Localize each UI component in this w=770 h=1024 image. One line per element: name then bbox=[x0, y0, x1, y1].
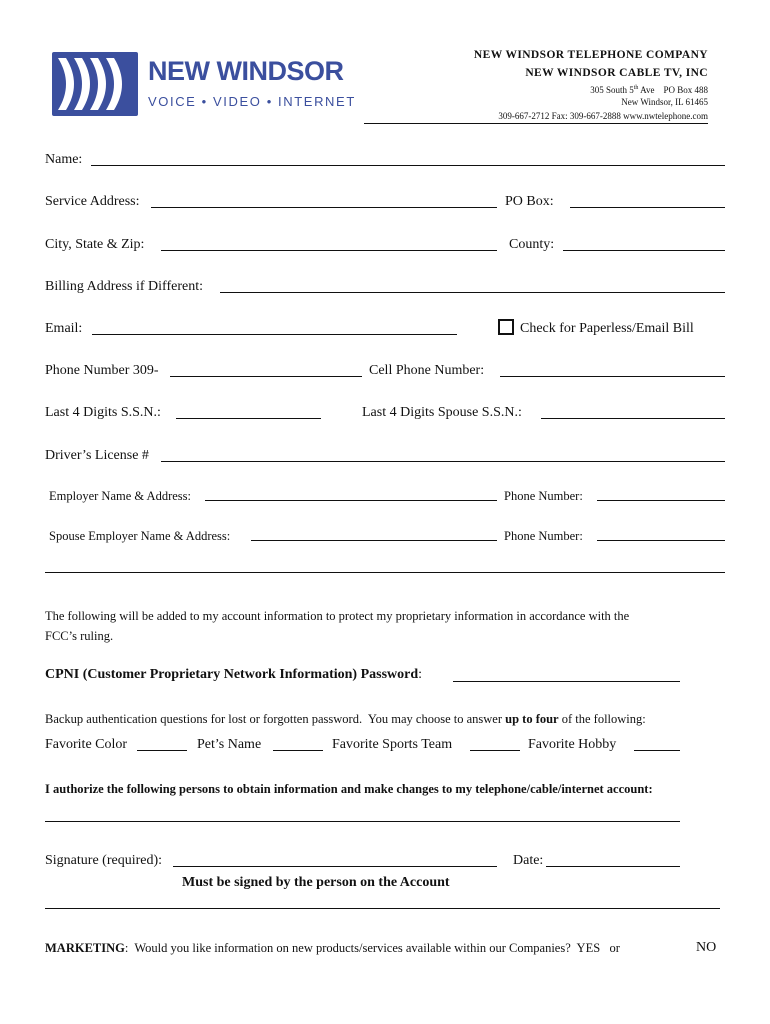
name-field[interactable] bbox=[91, 165, 725, 166]
favorite-team-label: Favorite Sports Team bbox=[332, 737, 453, 752]
employer-field[interactable] bbox=[205, 500, 497, 501]
marketing-no-option[interactable]: NO bbox=[696, 940, 717, 955]
cell-phone-label: Cell Phone Number: bbox=[369, 363, 485, 378]
billing-address-field[interactable] bbox=[220, 292, 725, 293]
name-label: Name: bbox=[45, 152, 83, 167]
company-city: New Windsor, IL 61465 bbox=[621, 97, 708, 107]
backup-instructions: Backup authentication questions for lost or forgotten password. You may choose to answer up to four of the following: bbox=[45, 712, 646, 726]
po-box-field[interactable] bbox=[570, 207, 725, 208]
employer-label: Employer Name & Address: bbox=[49, 489, 191, 503]
bottom-divider bbox=[45, 908, 720, 909]
date-field[interactable] bbox=[546, 866, 680, 867]
spouse-employer-phone-field[interactable] bbox=[597, 540, 725, 541]
city-state-zip-label: City, State & Zip: bbox=[45, 237, 145, 252]
spouse-ssn-field[interactable] bbox=[541, 418, 725, 419]
spouse-employer-label: Spouse Employer Name & Address: bbox=[49, 529, 231, 543]
cpni-password-field[interactable] bbox=[453, 681, 680, 682]
spouse-employer-field[interactable] bbox=[251, 540, 497, 541]
date-label: Date: bbox=[513, 853, 544, 868]
cpni-intro-line1: The following will be added to my account information to protect my proprietary information in accordance with the bbox=[45, 609, 630, 623]
company-logo bbox=[52, 52, 362, 116]
authorized-persons-field[interactable] bbox=[45, 821, 680, 822]
header-rule bbox=[364, 123, 708, 124]
county-label: County: bbox=[509, 237, 555, 252]
ssn-label: Last 4 Digits S.S.N.: bbox=[45, 405, 161, 420]
email-field[interactable] bbox=[92, 334, 457, 335]
company-contact: 309-667-2712 Fax: 309-667-2888 www.nwtelephone.com bbox=[498, 111, 708, 121]
pets-name-field[interactable] bbox=[273, 750, 323, 751]
marketing-question: MARKETING: Would you like information on new products/services available within our Companies? YES or bbox=[45, 941, 620, 955]
logo-mark bbox=[52, 52, 138, 116]
signature-field[interactable] bbox=[173, 866, 497, 867]
cpni-password-label: CPNI (Customer Proprietary Network Information) Password: bbox=[45, 667, 423, 682]
section-divider bbox=[45, 572, 725, 573]
paperless-checkbox[interactable] bbox=[498, 319, 514, 335]
ssn-field[interactable] bbox=[176, 418, 321, 419]
phone-label: Phone Number 309- bbox=[45, 363, 159, 378]
favorite-color-label: Favorite Color bbox=[45, 737, 128, 752]
pets-name-label: Pet’s Name bbox=[197, 737, 262, 752]
company-name-cable: NEW WINDSOR CABLE TV, INC bbox=[525, 67, 708, 79]
favorite-team-field[interactable] bbox=[470, 750, 520, 751]
cell-phone-field[interactable] bbox=[500, 376, 725, 377]
favorite-color-field[interactable] bbox=[137, 750, 187, 751]
favorite-hobby-field[interactable] bbox=[634, 750, 680, 751]
logo-name: NEW WINDSOR bbox=[148, 56, 344, 86]
paperless-label: Check for Paperless/Email Bill bbox=[520, 321, 694, 336]
service-address-label: Service Address: bbox=[45, 194, 140, 209]
cpni-intro-line2: FCC’s ruling. bbox=[45, 629, 114, 643]
favorite-hobby-label: Favorite Hobby bbox=[528, 737, 617, 752]
email-label: Email: bbox=[45, 321, 83, 336]
po-box-label: PO Box: bbox=[505, 194, 554, 209]
must-sign-note: Must be signed by the person on the Account bbox=[182, 875, 450, 890]
county-field[interactable] bbox=[563, 250, 725, 251]
billing-address-label: Billing Address if Different: bbox=[45, 279, 203, 294]
drivers-license-field[interactable] bbox=[161, 461, 725, 462]
phone-field[interactable] bbox=[170, 376, 362, 377]
employer-phone-label: Phone Number: bbox=[504, 489, 583, 503]
logo-tagline: VOICE • VIDEO • INTERNET bbox=[148, 94, 356, 109]
spouse-ssn-label: Last 4 Digits Spouse S.S.N.: bbox=[362, 405, 522, 420]
authorize-text: I authorize the following persons to obtain information and make changes to my telephone/cable/internet account: bbox=[45, 782, 653, 796]
drivers-license-label: Driver’s License # bbox=[45, 448, 149, 463]
service-address-field[interactable] bbox=[151, 207, 497, 208]
employer-phone-field[interactable] bbox=[597, 500, 725, 501]
company-name-telephone: NEW WINDSOR TELEPHONE COMPANY bbox=[473, 49, 708, 61]
signature-label: Signature (required): bbox=[45, 853, 163, 868]
spouse-employer-phone-label: Phone Number: bbox=[504, 529, 583, 543]
city-state-zip-field[interactable] bbox=[161, 250, 497, 251]
company-street-address: 305 South 5th Ave PO Box 488 bbox=[590, 85, 708, 95]
